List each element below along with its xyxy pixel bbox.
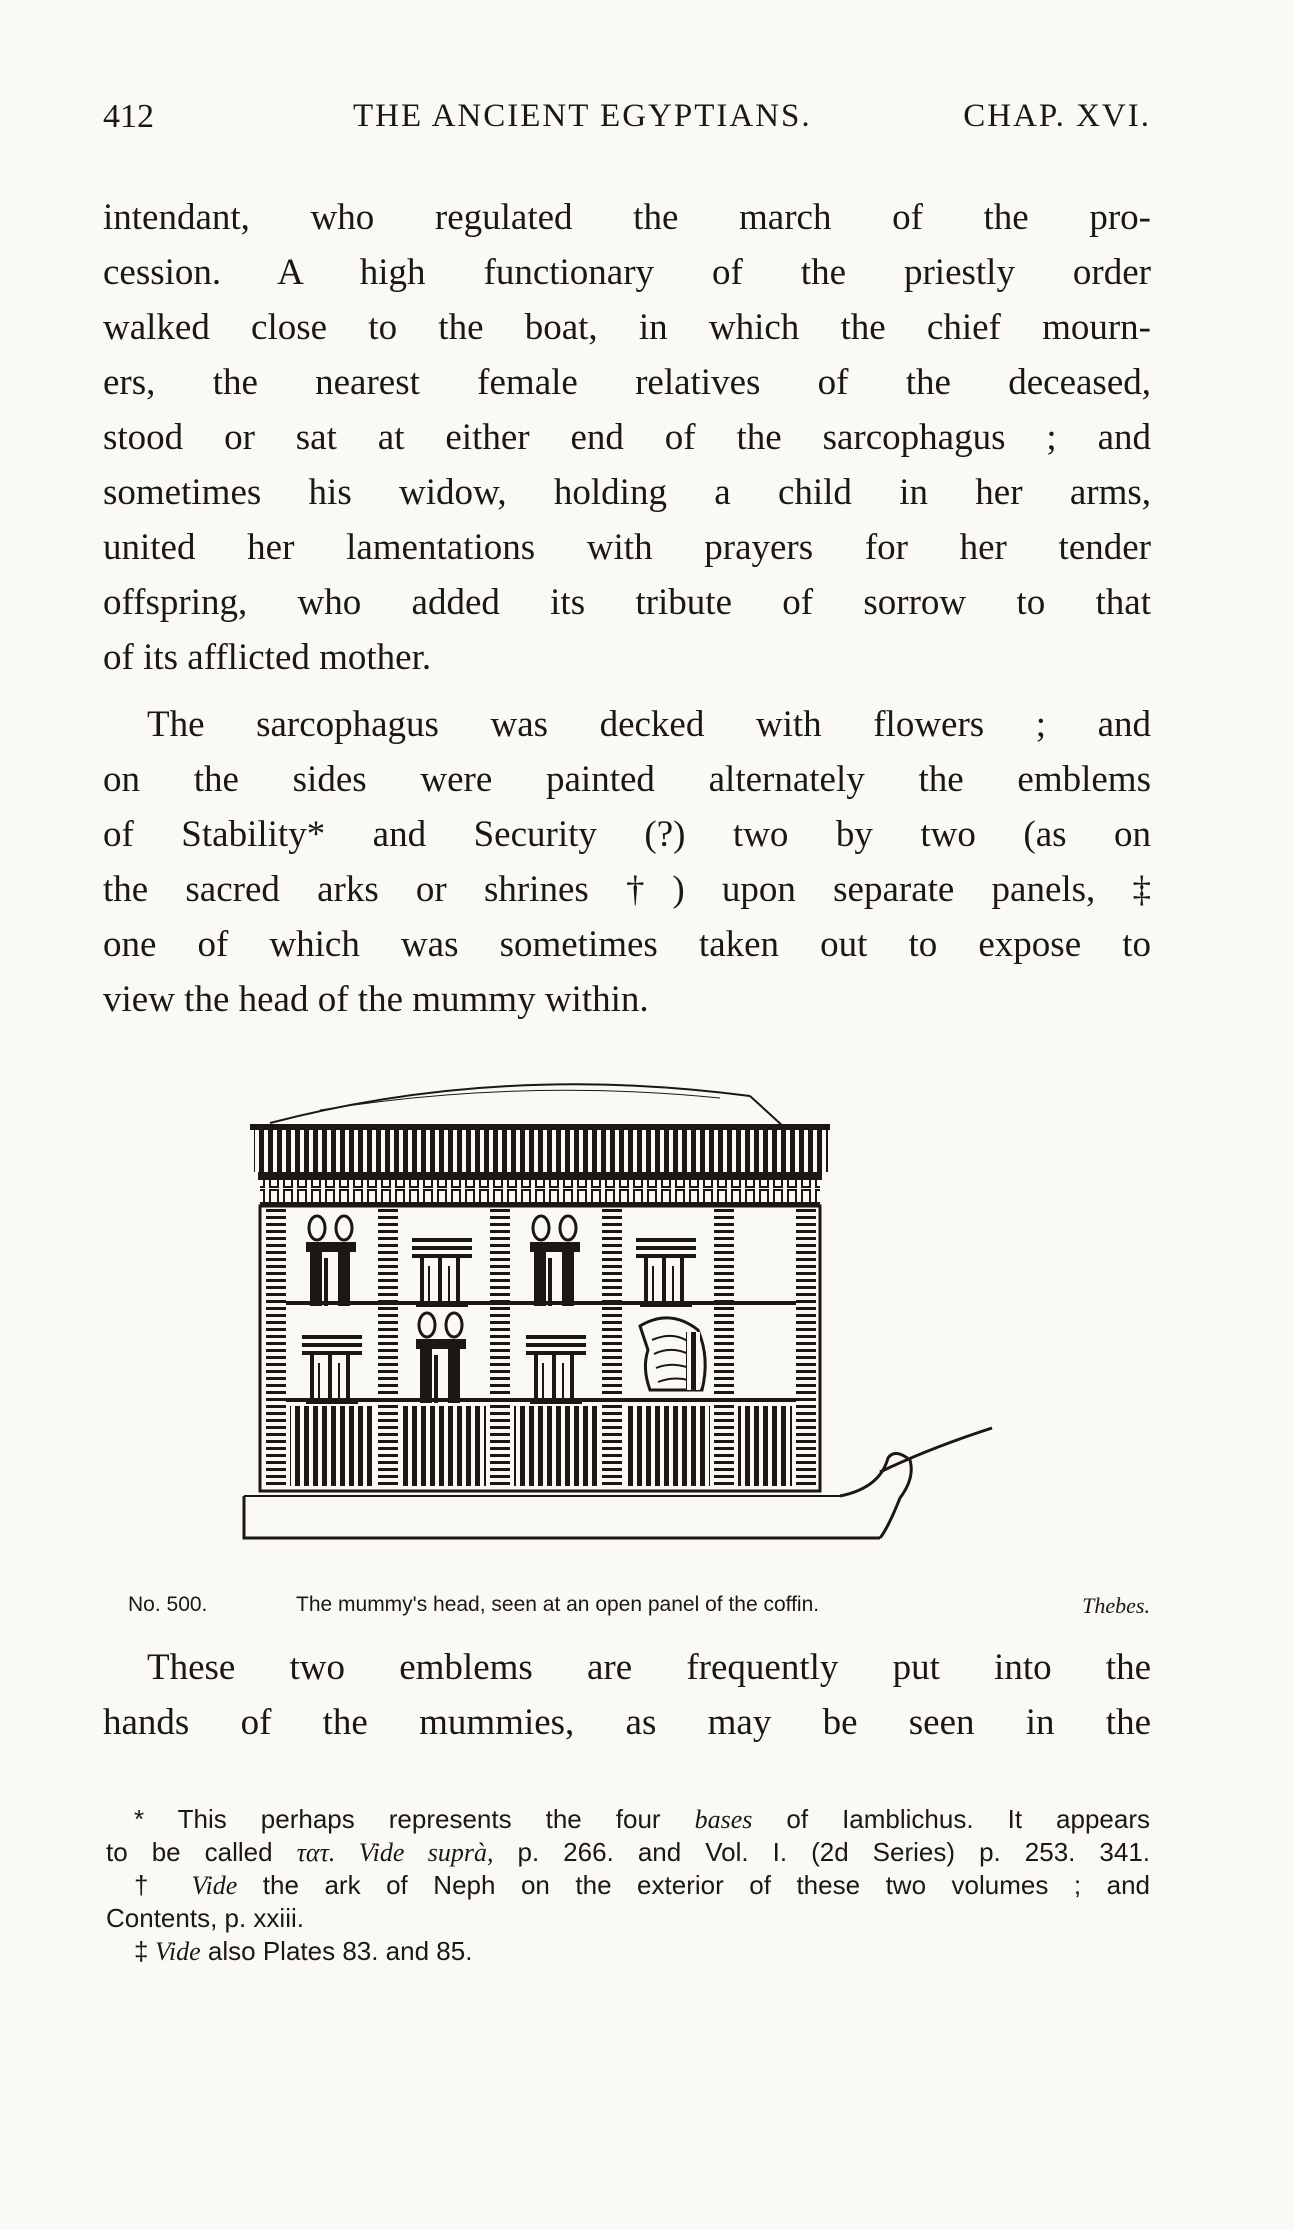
text-line: intendant, who regulated the march of the pro- — [103, 197, 1151, 238]
text-line: united her lamentations with prayers for her tender — [103, 527, 1151, 568]
page-number: 412 — [103, 98, 154, 135]
footnote-mark: ‡ — [134, 1936, 149, 1966]
text-line: view the head of the mummy within. — [103, 979, 649, 1020]
footnote-1 — [106, 1803, 1150, 1836]
figure-number: No. 500. — [128, 1593, 208, 1616]
footnote-text: of Iamblichus. It appears — [752, 1804, 1151, 1834]
text-line: of its afflicted mother. — [103, 637, 432, 678]
running-title: THE ANCIENT EGYPTIANS. — [353, 98, 812, 134]
sarcophagus-illustration — [240, 1068, 1040, 1588]
footnote-italic: Vide suprà, — [335, 1838, 494, 1867]
footnote-text: the ark of Neph on the exterior of these two volumes ; and — [237, 1870, 1151, 1900]
paragraph-3 — [103, 1640, 1151, 1750]
footnote-text: also Plates 83. and 85. — [200, 1936, 473, 1966]
text-line: stood or sat at either end of the sarcophagus ; and — [103, 417, 1151, 458]
footnote-text: p. 266. and Vol. I. (2d Series) p. 253. 341. — [493, 1837, 1151, 1867]
text-line: sometimes his widow, holding a child in her arms, — [103, 472, 1151, 513]
mummy-head-panel — [624, 1308, 712, 1396]
footnotes — [106, 1803, 1150, 1968]
footnote-3 — [106, 1935, 1150, 1968]
text-line: walked close to the boat, in which the chief mourn- — [103, 307, 1151, 348]
text-line: cession. A high functionary of the priestly order — [103, 252, 1151, 293]
running-header — [103, 98, 1151, 138]
footnote-mark: * — [134, 1804, 145, 1834]
paragraph-2 — [103, 697, 1151, 1027]
footnote-text: to be called — [106, 1837, 297, 1867]
footnote-mark: † — [134, 1870, 167, 1900]
footnote-text: This perhaps represents the four — [144, 1804, 695, 1834]
text-line: the sacred arks or shrines †) upon separate panels, ‡ — [103, 869, 1151, 910]
caption-place: Thebes. — [1082, 1593, 1150, 1618]
text-line: one of which was sometimes taken out to expose to — [103, 924, 1151, 965]
caption-text: The mummy's head, seen at an open panel of the coffin. — [296, 1593, 820, 1616]
text-line: These two emblems are frequently put into the — [147, 1647, 1151, 1688]
text-line: The sarcophagus was decked with flowers ; and — [147, 704, 1151, 745]
text-line: hands of the mummies, as may be seen in the — [103, 1702, 1151, 1743]
footnote-1-cont — [106, 1836, 1150, 1869]
footnote-italic: Vide — [148, 1937, 201, 1966]
chapter-label: CHAP. XVI. — [963, 98, 1151, 134]
text-line: offspring, who added its tribute of sorrow to that — [103, 582, 1151, 623]
footnote-italic: τατ. — [296, 1838, 336, 1867]
text-line: of Stability* and Security (?) two by two (as on — [103, 814, 1151, 855]
footnote-italic: Vide — [166, 1871, 238, 1900]
footnote-2 — [106, 1869, 1150, 1902]
text-line: ers, the nearest female relatives of the deceased, — [103, 362, 1151, 403]
paragraph-1 — [103, 190, 1151, 685]
figure-caption — [128, 1593, 1158, 1627]
footnote-2-cont: Contents, p. xxiii. — [106, 1903, 304, 1933]
text-line: on the sides were painted alternately the emblems — [103, 759, 1151, 800]
footnote-italic: bases — [694, 1805, 753, 1834]
